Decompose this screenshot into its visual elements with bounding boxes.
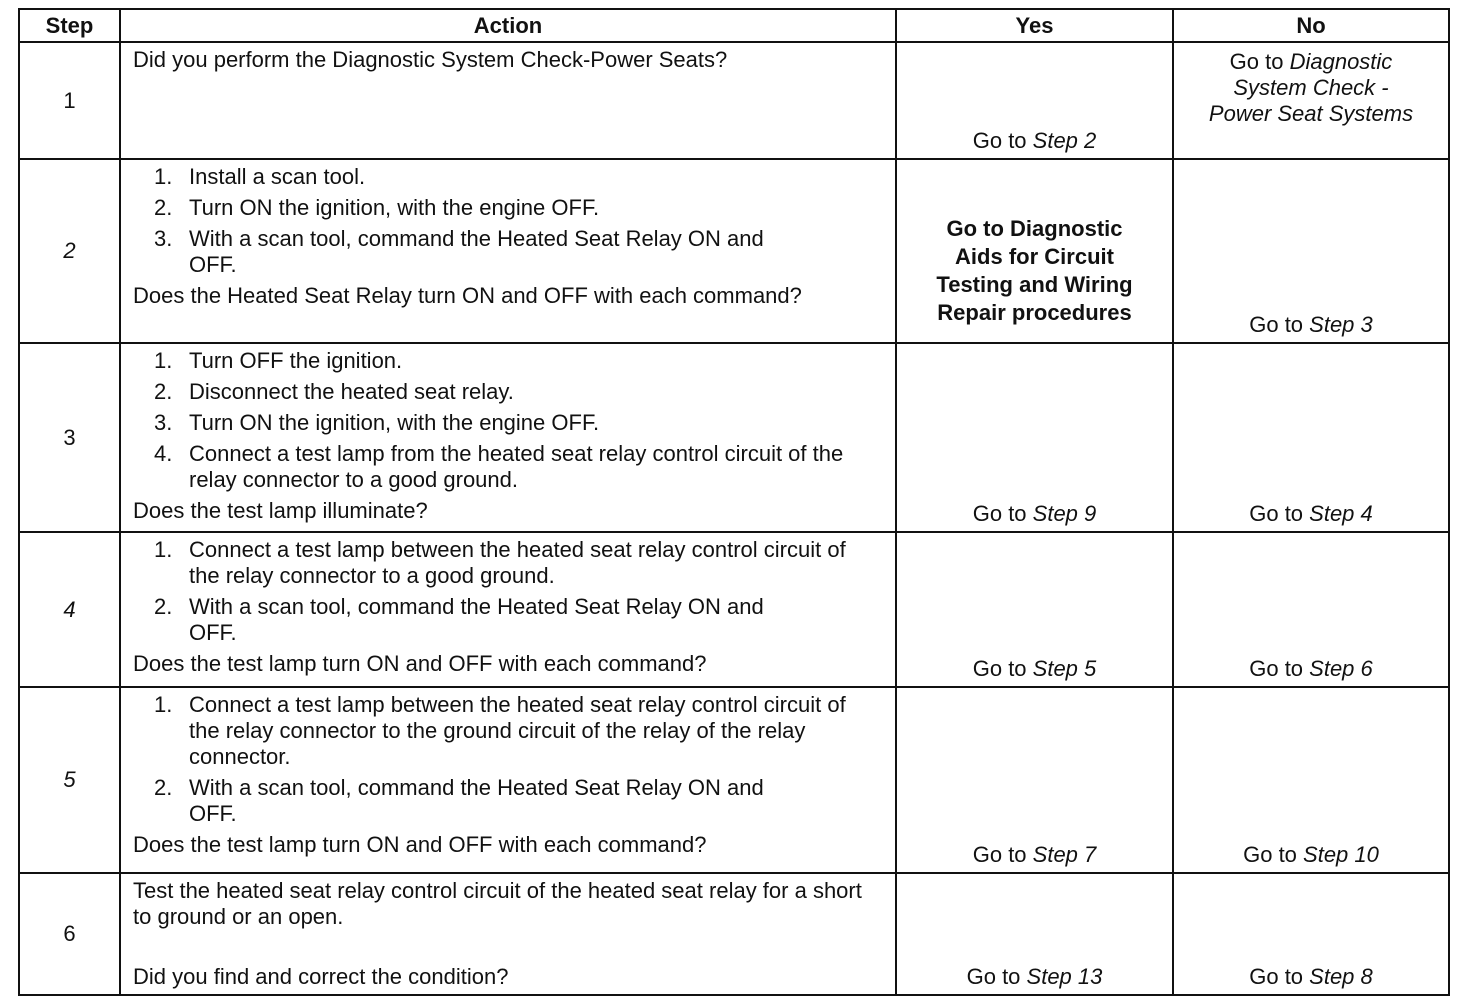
yes-cell — [896, 343, 1173, 532]
action-steps — [133, 164, 883, 278]
table-row — [19, 532, 1449, 687]
no-cell — [1173, 873, 1449, 995]
no-cell — [1173, 532, 1449, 687]
no-prefix: Go to — [1249, 656, 1310, 681]
no-cell — [1173, 42, 1449, 159]
action-text: Did you perform the Diagnostic System Check-Power Seats? — [133, 47, 728, 72]
action-question: Does the test lamp illuminate? — [133, 498, 428, 523]
yes-cell — [896, 687, 1173, 873]
action-cell — [120, 343, 896, 532]
action-steps — [133, 692, 883, 827]
action-cell — [120, 532, 896, 687]
yes-prefix: Go to — [966, 964, 1027, 989]
table-row — [19, 873, 1449, 995]
yes-prefix: Go to — [972, 656, 1033, 681]
no-cell — [1173, 343, 1449, 532]
header-row — [19, 9, 1449, 42]
header-step: Step — [19, 9, 120, 42]
step-number: 4 — [19, 532, 120, 687]
list-item: 1. Install a scan tool. — [154, 164, 366, 189]
action-question: Does the Heated Seat Relay turn ON and OFF with each command? — [133, 283, 802, 308]
no-target: Step 3 — [1309, 312, 1373, 337]
no-cell — [1173, 159, 1449, 343]
no-target: Step 8 — [1309, 964, 1373, 989]
yes-target: Step 5 — [1032, 656, 1097, 681]
yes-cell — [896, 42, 1173, 159]
action-question: Does the test lamp turn ON and OFF with each command? — [133, 832, 707, 857]
yes-cell — [896, 159, 1173, 343]
yes-target: Step 13 — [1026, 964, 1103, 989]
no-target: Step 4 — [1309, 501, 1373, 526]
no-target: Step 6 — [1309, 656, 1373, 681]
action-cell — [120, 42, 896, 159]
step-number: 6 — [19, 873, 120, 995]
list-item: 1. Turn OFF the ignition. — [154, 348, 403, 373]
table-row — [19, 42, 1449, 159]
action-steps — [133, 537, 883, 646]
no-target-line2: System Check - — [1233, 75, 1389, 100]
no-prefix: Go to — [1249, 964, 1310, 989]
list-item: 2. Turn ON the ignition, with the engine OFF. — [154, 195, 600, 220]
no-prefix: Go to — [1243, 842, 1304, 867]
action-question: Did you find and correct the condition? — [133, 964, 509, 989]
action-cell — [120, 687, 896, 873]
header-no: No — [1173, 9, 1449, 42]
list-item: 3. Turn ON the ignition, with the engine OFF. — [154, 410, 600, 435]
list-item: 1. Connect a test lamp between the heated seat relay control circuit of the relay connector to a good ground. — [154, 537, 846, 588]
list-item: 2. With a scan tool, command the Heated Seat Relay ON and OFF. — [154, 775, 764, 826]
yes-target: Step 7 — [1032, 842, 1097, 867]
no-target: Step 10 — [1303, 842, 1379, 867]
list-item: 4. Connect a test lamp from the heated seat relay control circuit of the relay connector to a good ground. — [154, 441, 844, 492]
step-number: 2 — [19, 159, 120, 343]
action-steps — [133, 348, 883, 493]
yes-cell — [896, 873, 1173, 995]
action-cell — [120, 873, 896, 995]
step-number: 1 — [19, 42, 120, 159]
action-text: Test the heated seat relay control circuit of the heated seat relay for a short to ground or an open. — [133, 878, 862, 929]
list-item: 2. With a scan tool, command the Heated Seat Relay ON and OFF. — [154, 594, 764, 645]
header-action: Action — [120, 9, 896, 42]
yes-prefix: Go to — [972, 128, 1033, 153]
step-number: 5 — [19, 687, 120, 873]
yes-cell — [896, 532, 1173, 687]
no-target: Diagnostic — [1289, 49, 1393, 74]
table-row — [19, 343, 1449, 532]
yes-prefix: Go to — [972, 501, 1033, 526]
yes-target: Step 9 — [1032, 501, 1097, 526]
yes-target: Step 2 — [1032, 128, 1097, 153]
no-prefix: Go to — [1249, 501, 1310, 526]
no-prefix: Go to — [1249, 312, 1310, 337]
step-number: 3 — [19, 343, 120, 532]
diagnostic-table — [18, 8, 1450, 996]
list-item: 2. Disconnect the heated seat relay. — [154, 379, 514, 404]
action-cell — [120, 159, 896, 343]
list-item: 3. With a scan tool, command the Heated Seat Relay ON and OFF. — [154, 226, 764, 277]
no-target-line3: Power Seat Systems — [1208, 101, 1414, 126]
table-row — [19, 687, 1449, 873]
no-prefix: Go to — [1229, 49, 1290, 74]
table-row — [19, 159, 1449, 343]
action-question: Does the test lamp turn ON and OFF with each command? — [133, 651, 707, 676]
yes-text: Go to Diagnostic Aids for Circuit Testing and Wiring Repair procedures — [936, 216, 1133, 325]
list-item: 1. Connect a test lamp between the heated seat relay control circuit of the relay connector to the ground circuit of the relay of the relay connector. — [154, 692, 846, 769]
header-yes: Yes — [896, 9, 1173, 42]
yes-prefix: Go to — [972, 842, 1033, 867]
no-cell — [1173, 687, 1449, 873]
